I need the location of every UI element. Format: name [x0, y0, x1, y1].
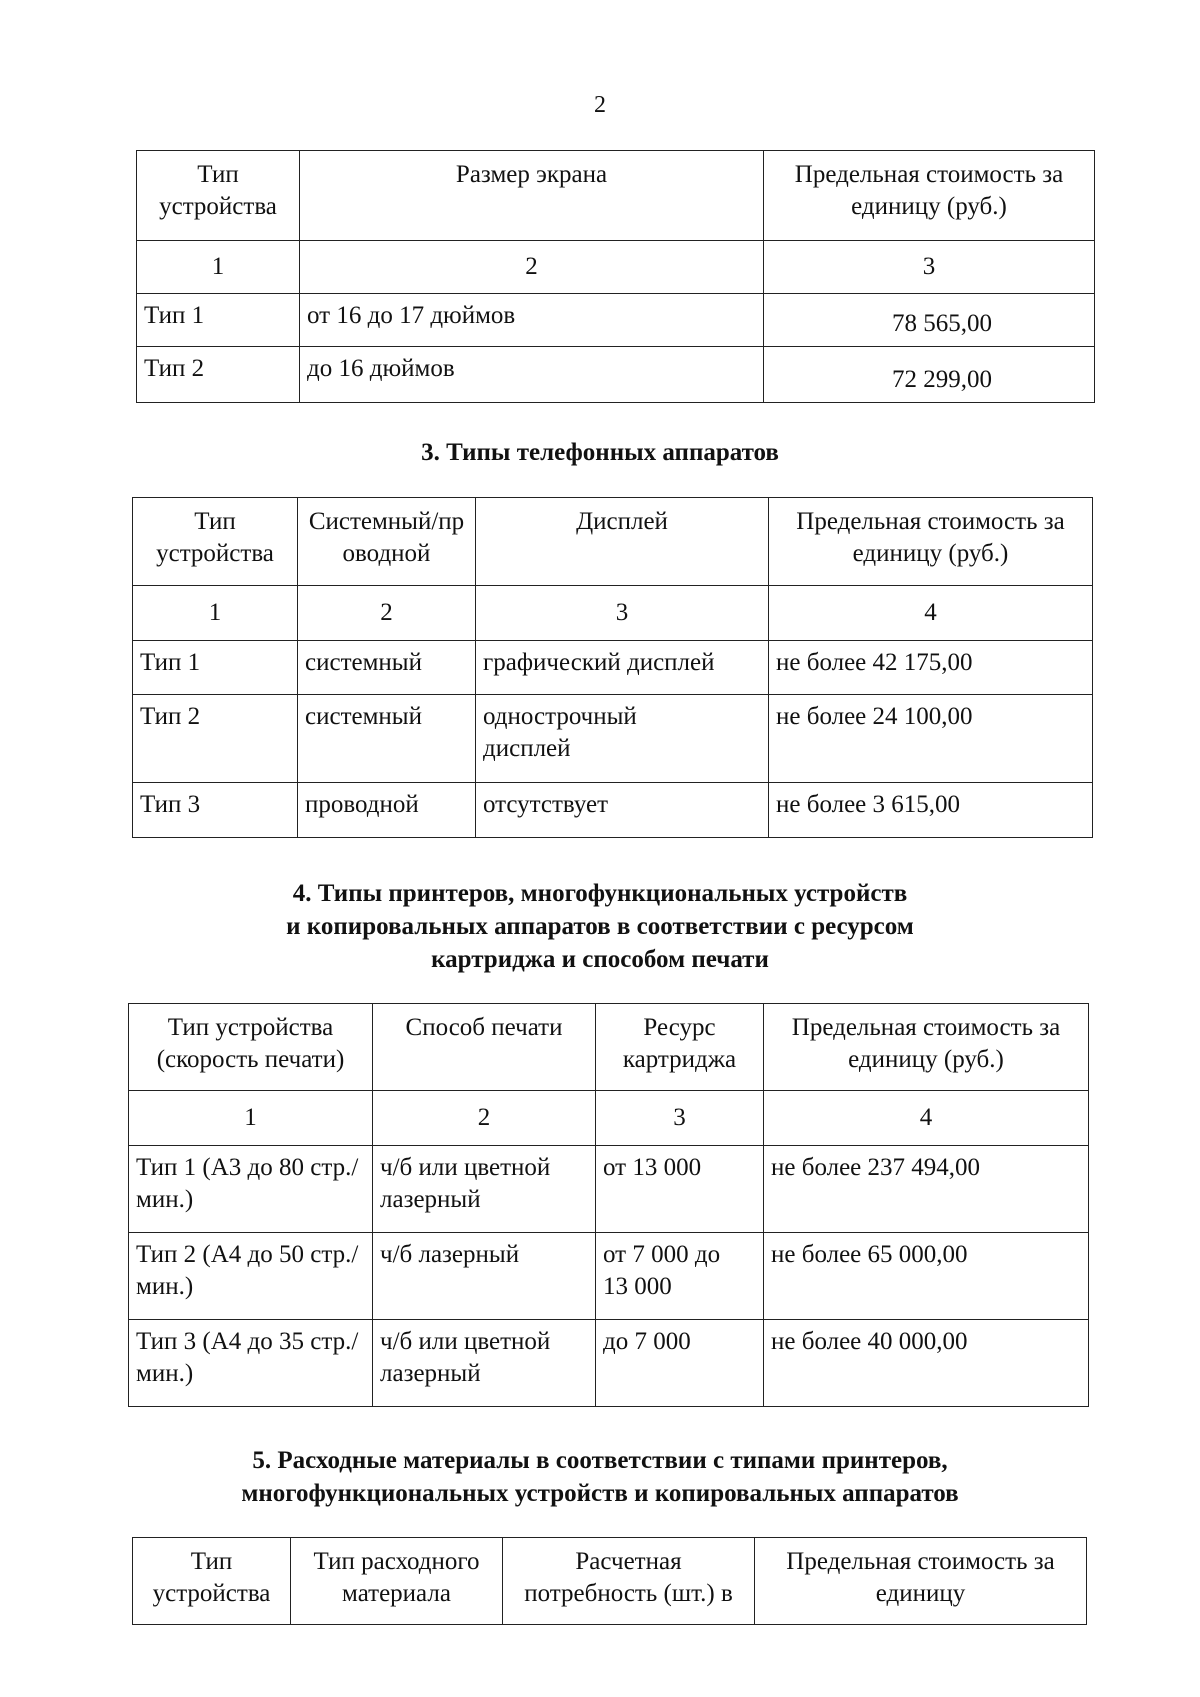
column-number: 2 — [298, 586, 476, 641]
section-4-title-line: картриджа и способом печати — [431, 946, 769, 973]
table-cell: Тип 1 — [133, 641, 298, 695]
header-cell: Тип устройства — [137, 151, 300, 241]
column-number: 4 — [769, 586, 1093, 641]
table-cell: 72 299,00 — [764, 347, 1095, 403]
header-cell: Тип расходного материала — [291, 1538, 503, 1625]
table-cell: не более 40 000,00 — [764, 1320, 1089, 1407]
table-row — [133, 783, 1093, 838]
printers-table — [128, 1003, 1089, 1407]
table-cell: Тип 2 — [137, 347, 300, 403]
header-cell: Предельная стоимость за единицу — [755, 1538, 1087, 1625]
table-cell: от 16 до 17 дюймов — [300, 294, 764, 347]
column-number: 3 — [476, 586, 769, 641]
column-number-row — [133, 586, 1093, 641]
table-row — [137, 347, 1095, 403]
section-4-title — [0, 877, 1200, 976]
section-3-title: 3. Типы телефонных аппаратов — [421, 439, 779, 466]
column-number-row — [137, 241, 1095, 294]
table-cell: не более 237 494,00 — [764, 1146, 1089, 1233]
table-cell: Тип 2 — [133, 695, 298, 783]
section-4-title-line: 4. Типы принтеров, многофункциональных устройств — [292, 880, 908, 907]
section-5-title-line: многофункциональных устройств и копировальных аппаратов — [241, 1480, 959, 1507]
table-header-row — [129, 1004, 1089, 1091]
header-cell: Предельная стоимость за единицу (руб.) — [764, 1004, 1089, 1091]
header-cell: Тип устройства — [133, 498, 298, 586]
section-4-title-line: и копировальных аппаратов в соответствии с ресурсом — [286, 913, 914, 940]
table-cell: Тип 1 (А3 до 80 стр./мин.) — [129, 1146, 373, 1233]
table-header-row — [133, 498, 1093, 586]
table-cell: не более 24 100,00 — [769, 695, 1093, 783]
table-cell: проводной — [298, 783, 476, 838]
column-number: 3 — [596, 1091, 764, 1146]
table-cell: графический дисплей — [476, 641, 769, 695]
header-cell: Расчетная потребность (шт.) в — [503, 1538, 755, 1625]
table-header-row — [133, 1538, 1087, 1625]
table-cell: ч/б лазерный — [373, 1233, 596, 1320]
table-cell: Тип 3 (А4 до 35 стр./мин.) — [129, 1320, 373, 1407]
header-cell: Дисплей — [476, 498, 769, 586]
table-cell: отсутствует — [476, 783, 769, 838]
header-cell: Способ печати — [373, 1004, 596, 1091]
column-number: 2 — [373, 1091, 596, 1146]
table-cell: Тип 3 — [133, 783, 298, 838]
table-cell: Тип 1 — [137, 294, 300, 347]
column-number: 1 — [129, 1091, 373, 1146]
column-number: 3 — [764, 241, 1095, 294]
column-number: 4 — [764, 1091, 1089, 1146]
table-cell: ч/б или цветной лазерный — [373, 1320, 596, 1407]
column-number: 1 — [133, 586, 298, 641]
header-cell: Системный/проводной — [298, 498, 476, 586]
header-cell: Тип устройства (скорость печати) — [129, 1004, 373, 1091]
header-cell: Ресурс картриджа — [596, 1004, 764, 1091]
screens-table — [136, 150, 1095, 403]
header-cell: Предельная стоимость за единицу (руб.) — [764, 151, 1095, 241]
column-number: 1 — [137, 241, 300, 294]
table-cell: от 7 000 до 13 000 — [596, 1233, 764, 1320]
section-5-title — [0, 1444, 1200, 1510]
header-cell: Размер экрана — [300, 151, 764, 241]
table-cell: Тип 2 (А4 до 50 стр./мин.) — [129, 1233, 373, 1320]
phones-table — [132, 497, 1093, 838]
table-row — [133, 695, 1093, 783]
column-number: 2 — [300, 241, 764, 294]
table-row — [129, 1320, 1089, 1407]
table-row — [133, 641, 1093, 695]
table-row — [137, 294, 1095, 347]
table-cell: 78 565,00 — [764, 294, 1095, 347]
page-number: 2 — [594, 92, 606, 118]
header-cell: Тип устройства — [133, 1538, 291, 1625]
consumables-table — [132, 1537, 1087, 1625]
table-cell: не более 3 615,00 — [769, 783, 1093, 838]
table-cell: системный — [298, 641, 476, 695]
table-cell: системный — [298, 695, 476, 783]
table-header-row — [137, 151, 1095, 241]
table-cell: от 13 000 — [596, 1146, 764, 1233]
column-number-row — [129, 1091, 1089, 1146]
table-cell: до 7 000 — [596, 1320, 764, 1407]
table-cell: однострочный дисплей — [476, 695, 769, 783]
table-row — [129, 1233, 1089, 1320]
section-5-title-line: 5. Расходные материалы в соответствии с типами принтеров, — [252, 1447, 948, 1474]
table-cell: до 16 дюймов — [300, 347, 764, 403]
table-row — [129, 1146, 1089, 1233]
header-cell: Предельная стоимость за единицу (руб.) — [769, 498, 1093, 586]
table-cell: ч/б или цветной лазерный — [373, 1146, 596, 1233]
table-cell: не более 42 175,00 — [769, 641, 1093, 695]
table-cell: не более 65 000,00 — [764, 1233, 1089, 1320]
